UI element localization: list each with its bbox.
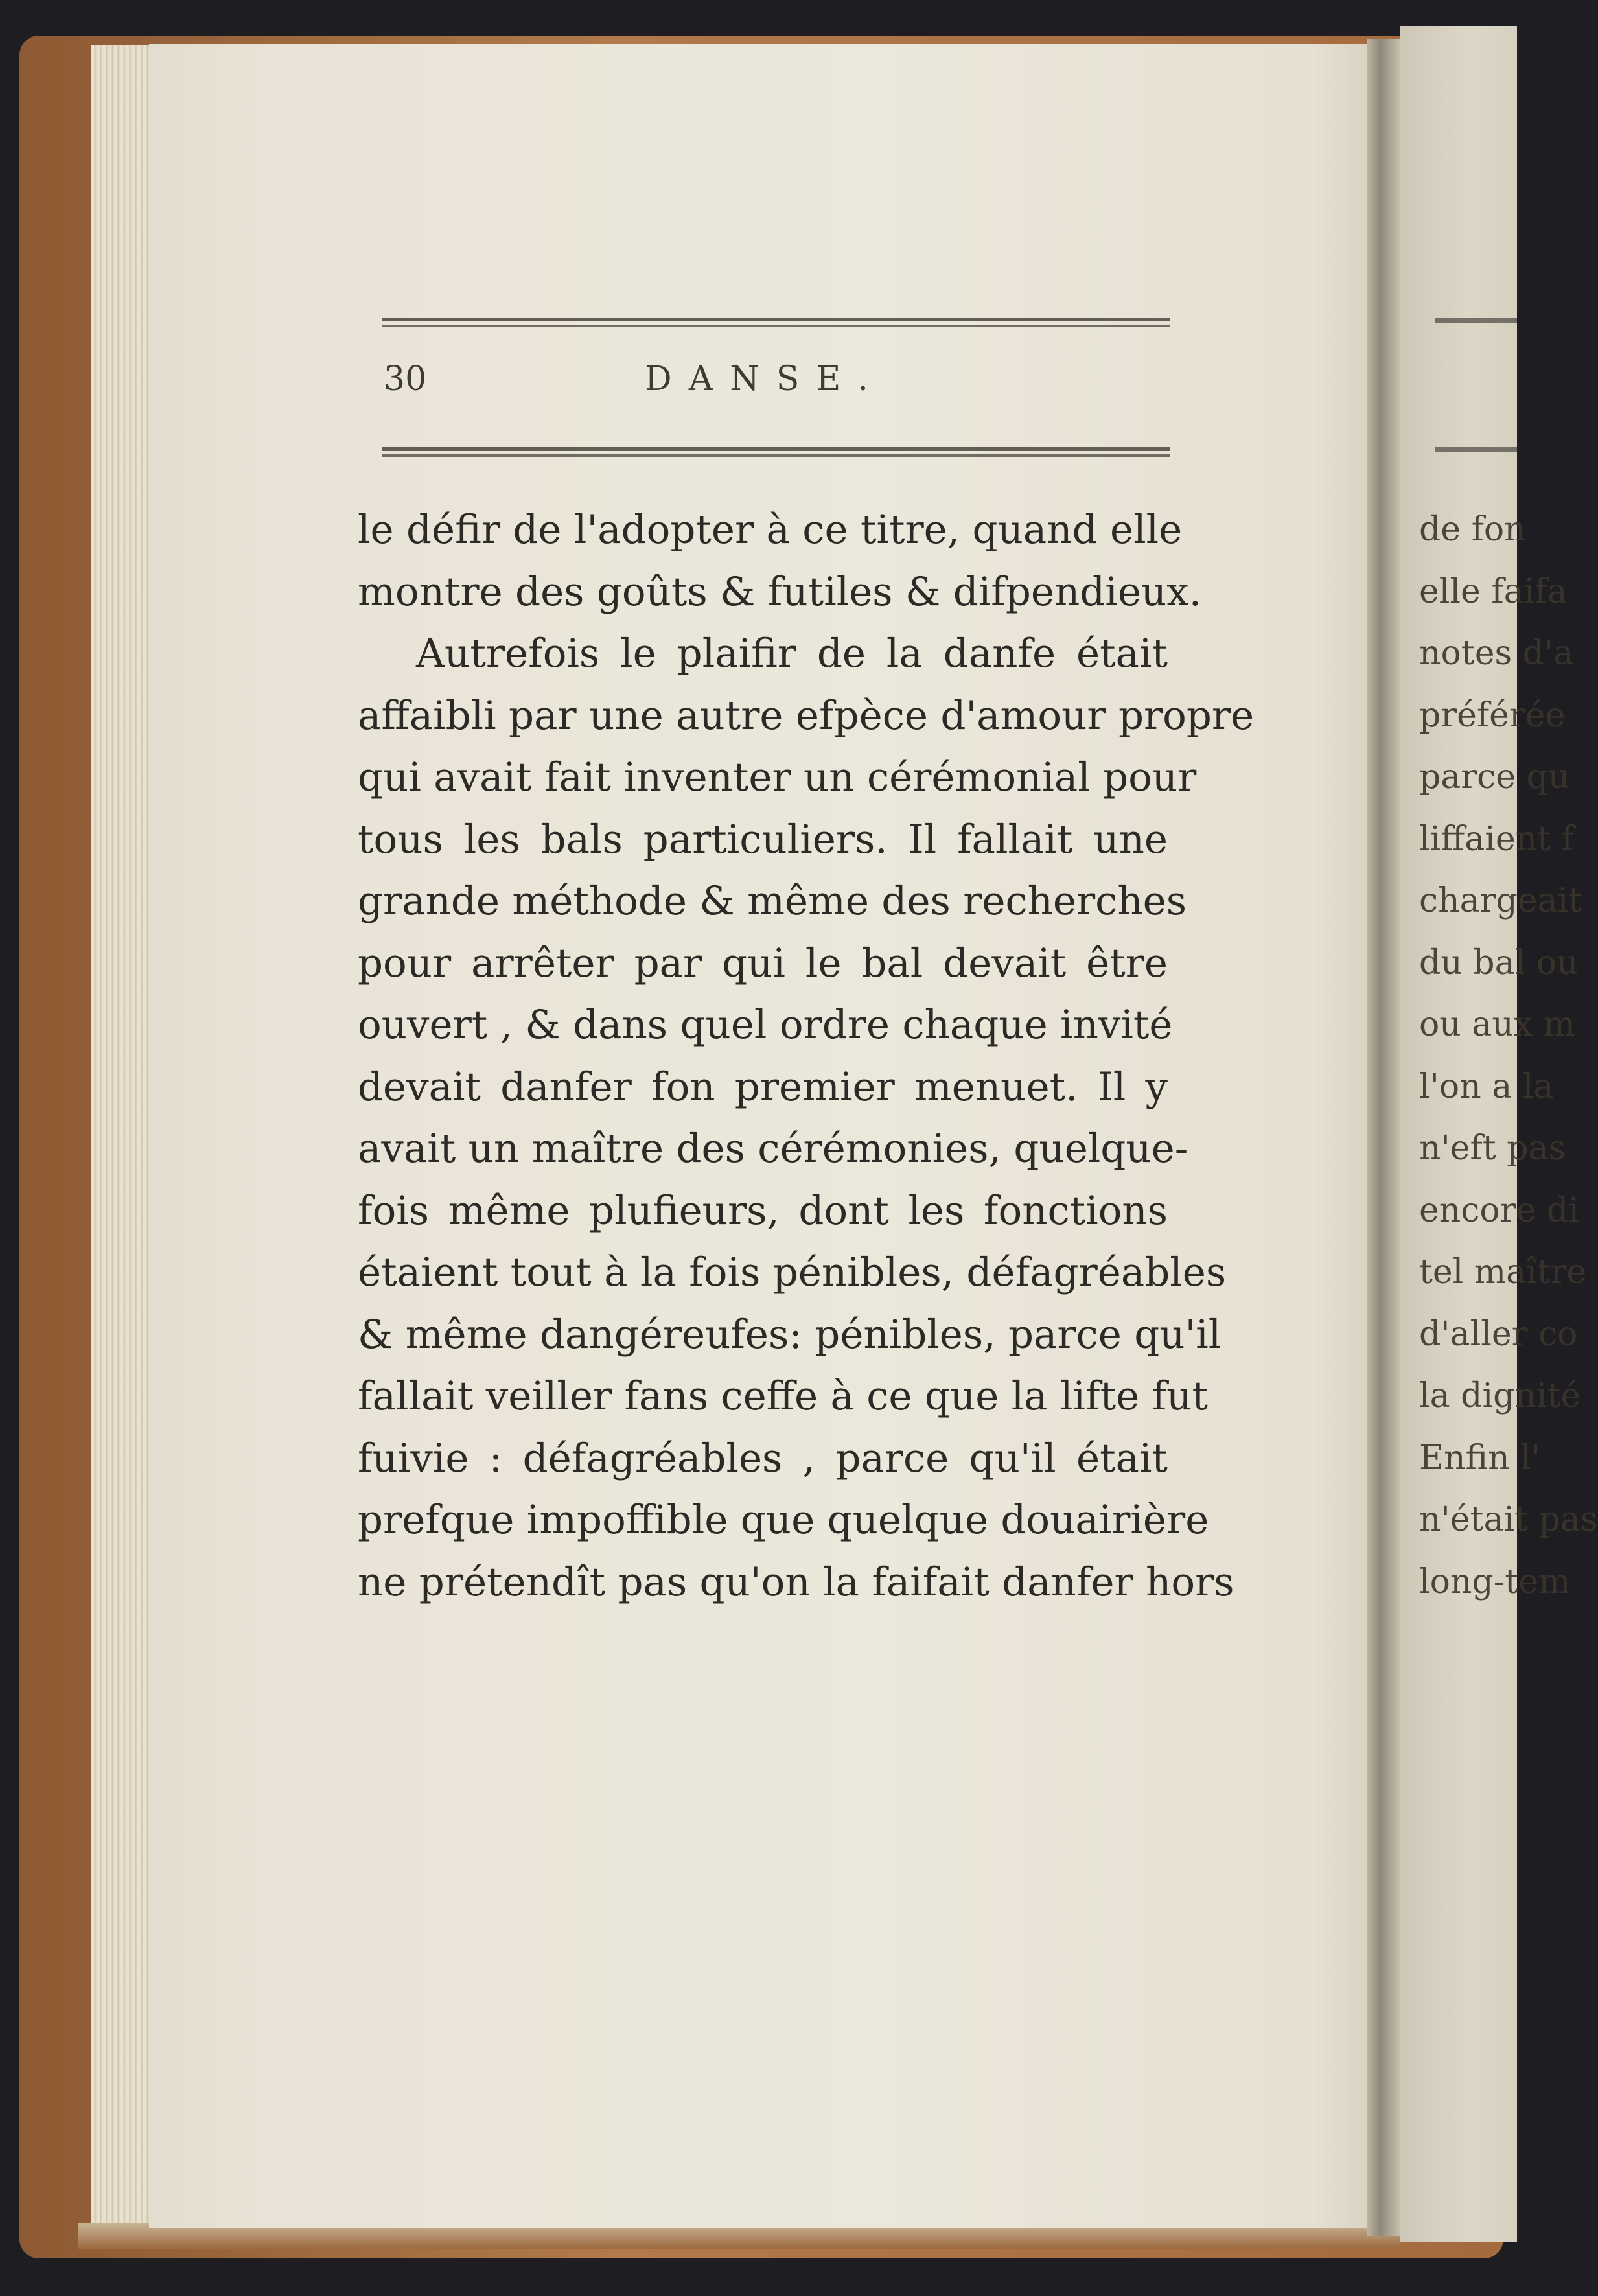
- page-number: 30: [384, 360, 427, 399]
- text-line: devait danfer fon premier menuet. Il y: [358, 1063, 1168, 1110]
- text-line: avait un maître des cérémonies, quelque-: [358, 1126, 1188, 1172]
- running-head: DANSE.: [645, 360, 885, 399]
- facing-text-line: elle faifa: [1419, 572, 1568, 611]
- book-gutter: [1367, 39, 1400, 2236]
- text-line: qui avait fait inventer un cérémonial pour: [358, 754, 1197, 800]
- text-line: fallait veiller fans ceffe à ce que la lifte fut: [358, 1373, 1208, 1419]
- text-line: affaibli par une autre efpèce d'amour propre: [358, 692, 1255, 739]
- text-line: prefque impoffible que quelque douairière: [358, 1497, 1209, 1543]
- text-line: fuivie : défagréables , parce qu'il était: [358, 1435, 1168, 1481]
- text-line: ne prétendît pas qu'on la faifait danfer hors: [358, 1559, 1234, 1605]
- facing-text-line: de fon: [1419, 510, 1526, 549]
- facing-page-rule-top: [1435, 318, 1517, 323]
- facing-text-line: l'on a la: [1419, 1067, 1554, 1106]
- text-line: Autrefois le plaifir de la danfe était: [416, 631, 1168, 677]
- facing-text-line: notes d'a: [1419, 634, 1574, 673]
- text-line: pour arrêter par qui le bal devait être: [358, 940, 1168, 986]
- facing-page-text: [1419, 499, 1598, 1613]
- facing-text-line: n'eft pas: [1419, 1129, 1566, 1168]
- text-line: fois même plufieurs, dont les fonctions: [358, 1187, 1168, 1234]
- facing-text-line: liffaient f: [1419, 819, 1574, 859]
- text-line: montre des goûts & futiles & difpendieux.: [358, 568, 1201, 615]
- body-text: [358, 499, 1255, 1613]
- facing-text-line: Enfin l': [1419, 1438, 1541, 1478]
- facing-text-line: tel maître: [1419, 1253, 1587, 1292]
- text-line: ouvert , & dans quel ordre chaque invité: [358, 1002, 1173, 1048]
- facing-text-line: parce qu: [1419, 758, 1570, 796]
- facing-text-line: encore di: [1419, 1190, 1579, 1230]
- facing-page-rule-bottom: [1435, 447, 1517, 452]
- text-line: étaient tout à la fois pénibles, défagréables: [358, 1249, 1227, 1295]
- facing-text-line: n'était pas: [1419, 1500, 1598, 1539]
- header-rule-top: [382, 318, 1170, 327]
- header-rule-bottom: [382, 447, 1170, 457]
- facing-text-line: la dignité: [1419, 1376, 1581, 1415]
- text-line: tous les bals particuliers. Il fallait une: [358, 816, 1168, 863]
- facing-text-line: long-tem: [1419, 1562, 1571, 1601]
- facing-text-line: du bal ou: [1419, 943, 1579, 982]
- facing-text-line: d'aller co: [1419, 1314, 1578, 1354]
- text-line: & même dangéreufes: pénibles, parce qu'il: [358, 1311, 1222, 1358]
- text-line: grande méthode & même des recherches: [358, 878, 1187, 924]
- text-line: le défir de l'adopter à ce titre, quand elle: [358, 507, 1183, 553]
- facing-text-line: préférée: [1419, 695, 1566, 735]
- facing-text-line: chargeait: [1419, 881, 1582, 920]
- facing-text-line: ou aux m: [1419, 1005, 1575, 1044]
